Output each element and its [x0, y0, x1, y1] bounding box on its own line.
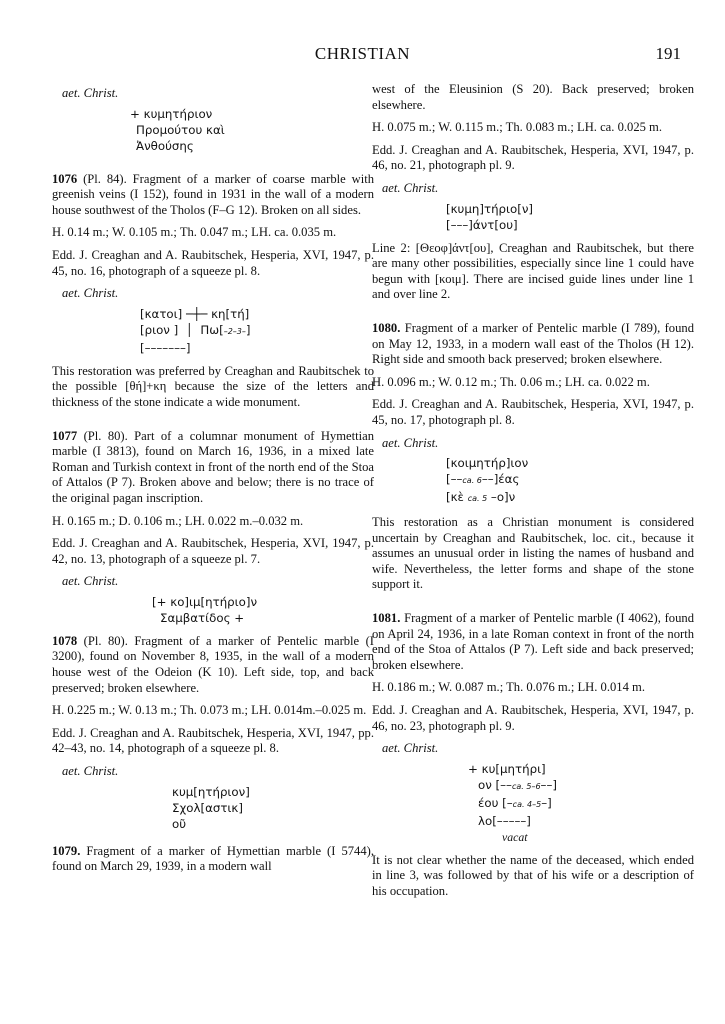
- entry-description: 1076 (Pl. 84). Fragment of a marker of coarse marble with greenish veins (I 152), found in 1931 in the wall of a modern house southwest of the Tholos (F–G 12). Broken on all sides.: [52, 171, 374, 217]
- entry-1078: [52, 634, 374, 832]
- entry-1080: [372, 321, 694, 593]
- inscription-line: [κὲ ca. 5 –ο]ν: [446, 490, 516, 505]
- entry-continuation: west of the Eleusinion (S 20). Back preserved; broken elsewhere.: [372, 82, 694, 112]
- inscription-label: aet. Christ.: [62, 574, 119, 589]
- inscription-line: Σαμβατίδος +: [160, 610, 245, 625]
- inscription-line: [–––]άντ[ου]: [446, 217, 518, 232]
- left-column: [52, 82, 374, 882]
- entry-editions: Edd. J. Creaghan and A. Raubitschek, Hesperia, XVI, 1947, pp. 42–43, no. 14, photograph of a squeeze pl. 8.: [52, 725, 374, 756]
- vacat-note: vacat: [502, 829, 528, 844]
- entry-dimensions: H. 0.096 m.; W. 0.12 m.; Th. 0.06 m.; LH. ca. 0.022 m.: [372, 374, 650, 389]
- inscription-label: aet. Christ.: [382, 741, 439, 756]
- inscription-line: + κυ[μητήρι]: [468, 761, 546, 776]
- entry-number: 1080.: [372, 320, 401, 335]
- inscription-label: aet. Christ.: [62, 764, 119, 779]
- entry-dimensions: H. 0.186 m.; W. 0.087 m.; Th. 0.076 m.; LH. 0.014 m.: [372, 680, 645, 695]
- entry-description: 1079. Fragment of a marker of Hymettian marble (I 5744), found on March 29, 1939, in a modern wall: [52, 843, 374, 874]
- right-column: [372, 82, 694, 907]
- entry-dimensions: H. 0.165 m.; D. 0.106 m.; LH. 0.022 m.–0.032 m.: [52, 513, 304, 528]
- inscription-line: Σχολ[αστικ]: [172, 800, 243, 815]
- inscription-text: [172, 784, 374, 832]
- entry-note: It is not clear whether the name of the deceased, which ended in line 3, was followed by that of his wife or a description of his occupation.: [372, 852, 694, 898]
- entry-1077: [52, 429, 374, 626]
- entry-editions: Edd. J. Creaghan and A. Raubitschek, Hesperia, XVI, 1947, p. 46, no. 23, photograph pl. 9.: [372, 703, 694, 733]
- entry-1079: [52, 844, 374, 875]
- inscription-line: + κυμητήριον: [130, 106, 213, 121]
- entry-1076: [52, 172, 374, 411]
- entry-editions: Edd. J. Creaghan and A. Raubitschek, Hesperia, XVI, 1947, p. 45, no. 17, photograph pl. 8.: [372, 397, 694, 427]
- inscription-text: [130, 106, 374, 154]
- page-number: 191: [655, 44, 681, 63]
- entry-editions: Edd. J. Creaghan and A. Raubitschek, Hesperia, XVI, 1947, p. 45, no. 16, photograph of a squeeze pl. 8.: [52, 247, 374, 278]
- entry-dimensions: H. 0.075 m.; W. 0.115 m.; Th. 0.083 m.; LH. ca. 0.025 m.: [372, 120, 662, 135]
- inscription-line: [κοιμητήρ]ιον: [446, 456, 529, 471]
- inscription-line: [+ κο]ιμ[ητήριο]ν: [152, 594, 258, 609]
- inscription-label: aet. Christ.: [382, 180, 439, 195]
- entry-description: 1080. Fragment of a marker of Pentelic marble (I 789), found on May 12, 1933, in a modern wall east of the Tholos (H 12). Right side and smooth back preserved; broken elsewhere.: [372, 320, 694, 367]
- inscription-text: [446, 201, 694, 233]
- inscription-line: [––ca. 6––]έας: [446, 472, 520, 487]
- entry-note: Line 2: [Θεοφ]άντ[ου], Creaghan and Raubitschek, but there are many other possibilities, especially since line 1 could have begun with [κοιμ]. There are incised guide lines under line 1 and over line 2.: [372, 240, 694, 302]
- entry-number: 1079.: [52, 843, 81, 858]
- entry-description: 1078 (Pl. 80). Fragment of a marker of Pentelic marble (I 3200), found on November 8, 1935, in the wall of a modern house west of the Odeion (K 10). Left side, top, and back preserved; broken elsewhere.: [52, 633, 374, 695]
- running-header: CHRISTIAN: [314, 44, 411, 63]
- inscription-label: aet. Christ.: [62, 86, 119, 100]
- entry-number: 1077: [52, 428, 78, 443]
- entry-note: This restoration was preferred by Creaghan and Raubitschek to the possible [θή]+κη because the size of the letters and thickness of the stone indicate a wide monument.: [52, 363, 374, 409]
- inscription-line: Προμούτου καὶ: [136, 122, 225, 137]
- inscription-line: [–––––––]: [140, 340, 191, 355]
- inscription-text: [446, 455, 694, 507]
- inscription-text: [468, 761, 694, 845]
- entry-1081: [372, 611, 694, 900]
- inscription-line: λο[–––––]: [478, 813, 531, 828]
- entry-number: 1076: [52, 171, 78, 186]
- inscription-label: aet. Christ.: [382, 435, 439, 450]
- inscription-line: οῦ: [172, 816, 187, 831]
- entry-dimensions: H. 0.225 m.; W. 0.13 m.; Th. 0.073 m.; LH. 0.014m.–0.025 m.: [52, 703, 367, 718]
- inscription-line: Ἀνθούσης: [136, 138, 194, 153]
- entry-editions: Edd. J. Creaghan and A. Raubitschek, Hesperia, XVI, 1947, p. 42, no. 13, photograph of a squeeze pl. 7.: [52, 536, 374, 566]
- entry-description: 1077 (Pl. 80). Part of a columnar monument of Hymettian marble (I 3813), found on March 16, 1936, in a mixed late Roman and Turkish context in front of the north end of the Stoa of Attalos (P 7). Broken above and below; there is no trace of the original pagan inscription.: [52, 428, 374, 505]
- inscription-line: [κυμη]τήριο[ν]: [446, 201, 534, 216]
- inscription-text: [140, 306, 374, 356]
- inscription-line: [κατοι] ─┼─ κη[τή]: [140, 306, 250, 321]
- entry-dimensions: H. 0.14 m.; W. 0.105 m.; Th. 0.047 m.; LH. ca. 0.035 m.: [52, 225, 337, 240]
- inscription-line: [ριον ] │ Πω[–2–3–]: [140, 322, 251, 337]
- entry-editions: Edd. J. Creaghan and A. Raubitschek, Hesperia, XVI, 1947, p. 46, no. 21, photograph pl. 9.: [372, 142, 694, 173]
- inscription-line: έου [–ca. 4–5–]: [478, 795, 552, 810]
- inscription-line: ον [––ca. 5–6––]: [478, 777, 557, 792]
- entry-number: 1081.: [372, 611, 401, 626]
- inscription-label: aet. Christ.: [62, 286, 119, 301]
- entry-note: This restoration as a Christian monument is considered uncertain by Creaghan and Raubitschek, loc. cit., because it assumes an unusual order in listing the names of husband and wife. Nevertheless, the letter forms and shape of the stone support it.: [372, 515, 694, 592]
- inscription-line: κυμ[ητήριον]: [172, 784, 250, 799]
- inscription-text: [152, 594, 374, 626]
- entry-number: 1078: [52, 633, 78, 648]
- entry-description: 1081. Fragment of a marker of Pentelic marble (I 4062), found on April 24, 1936, in a late Roman context in front of the north end of the Stoa of Attalos (P 7). Left side and back preserved; broken elsewhere.: [372, 611, 694, 672]
